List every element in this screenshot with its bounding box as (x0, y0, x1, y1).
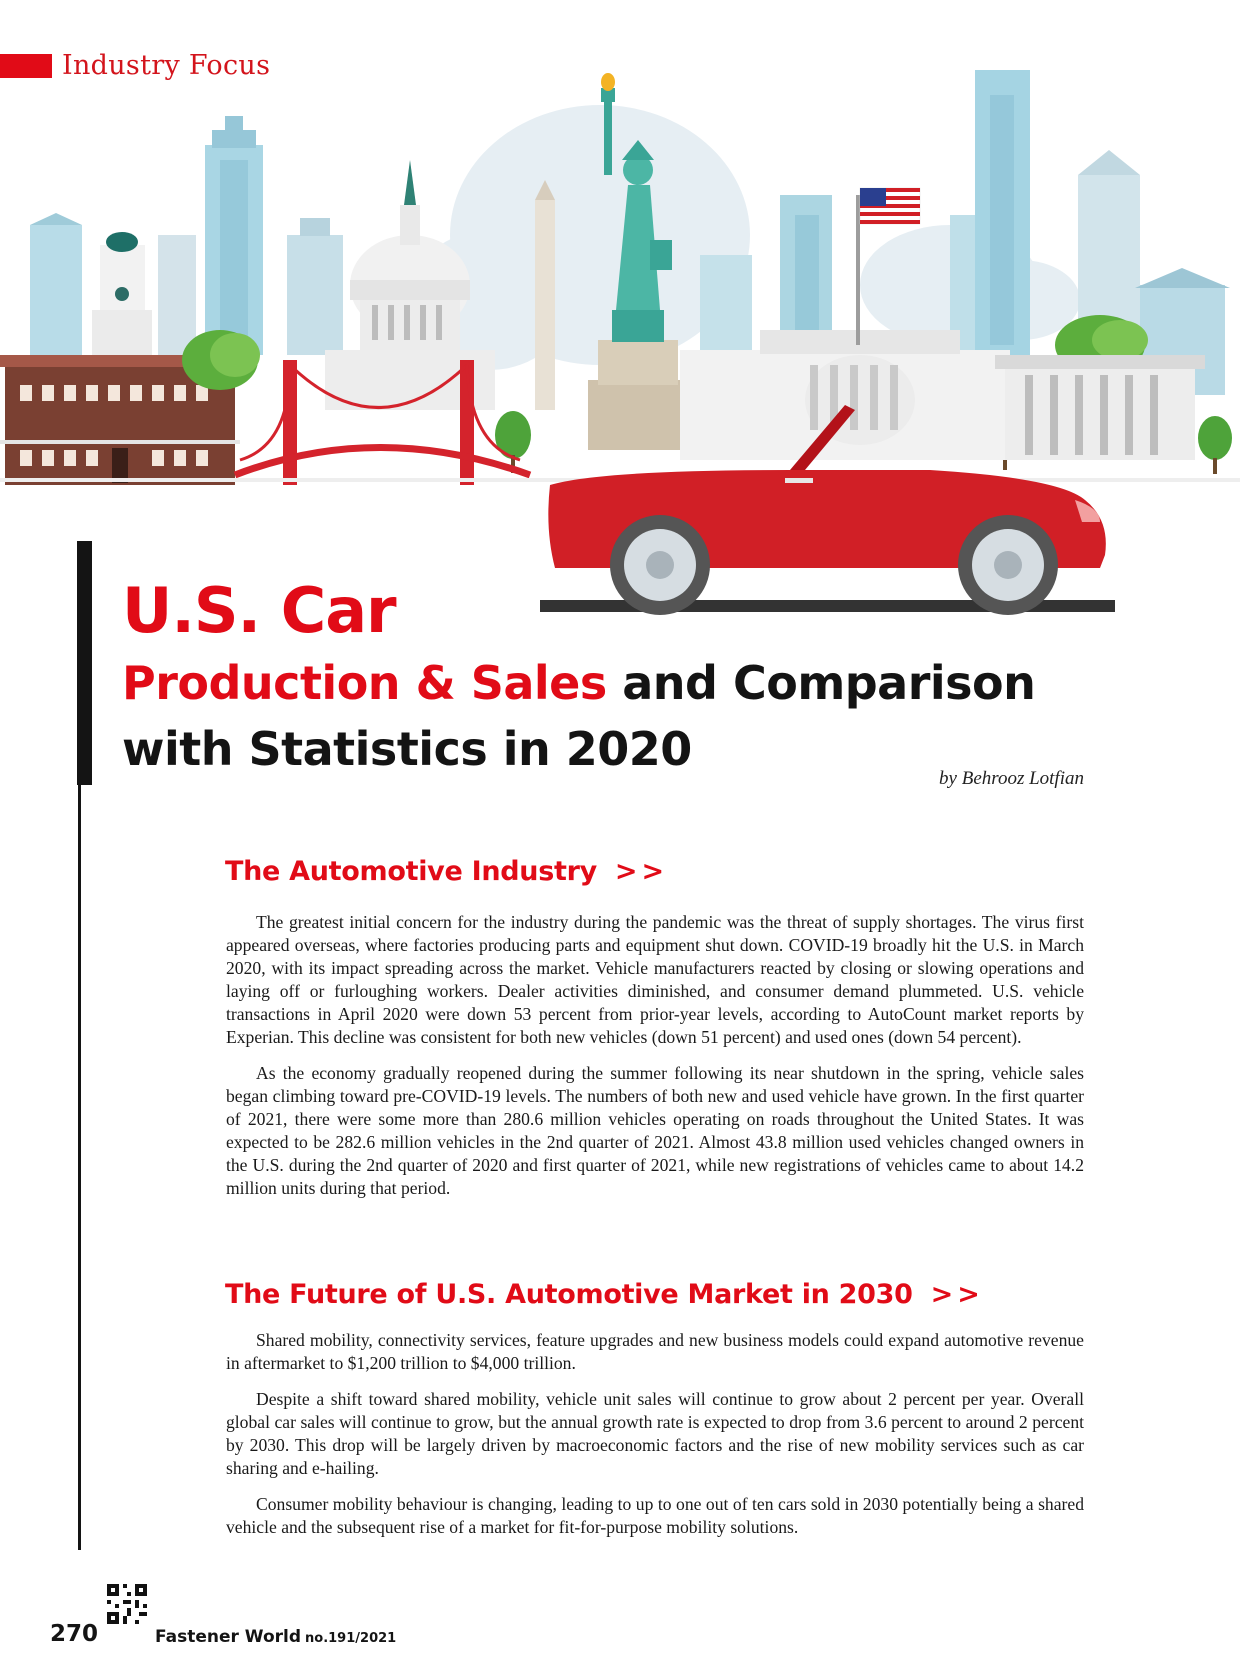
monument-building (995, 355, 1205, 460)
paragraph: As the economy gradually reopened during the summer following its near shutdown in the spring, vehicle sales began climbing toward pre-COVID-19 levels. The numbers of both new and used vehicle have grown. In the first quarter of 2021, there were some more than 280.6 million vehicles operating on roads throughout the United States. It was expected to be 282.6 million vehicles in the 2nd quarter of 2021. Almost 43.8 million used vehicles changed owners in the U.S. during the 2nd quarter of 2020 and first quarter of 2021, while new registrations of vehicles came to about 14.2 million units during that period. (226, 1063, 1084, 1198)
section-body-automotive-industry (226, 911, 1084, 1213)
american-flag (860, 188, 920, 224)
column-rule (78, 785, 81, 1550)
title-accent-bar (77, 541, 92, 785)
issue-number: no.191/2021 (305, 1631, 397, 1646)
section-heading-text: The Future of U.S. Automotive Market in 2030 (225, 1279, 913, 1310)
section-heading-automotive-industry (225, 856, 668, 887)
section-body-future-market (226, 1329, 1084, 1552)
title-line-2-highlight: Production & Sales (122, 656, 607, 710)
section-heading-future-market (225, 1279, 984, 1310)
chevrons-icon: >> (930, 1279, 984, 1310)
paragraph: Consumer mobility behaviour is changing, leading to up to one out of ten cars sold in 2030 potentially being a shared vehicle and the subsequent rise of a market for fit-for-purpose mobility solutions. (226, 1494, 1084, 1537)
qr-code-icon[interactable] (107, 1584, 147, 1624)
title-line-1: U.S. Car (122, 574, 396, 647)
title-line-2-rest: and Comparison (606, 656, 1036, 710)
section-label: Industry Focus (62, 50, 271, 81)
paragraph: The greatest initial concern for the industry during the pandemic was the threat of supply shortages. The virus first appeared overseas, where factories producing parts and equipment shut down. COVID-19 broadly hit the U.S. in March 2020, with its impact spreading across the market. Vehicle manufacturers reacted by closing or slowing operations and laying off or furloughing workers. Dealer activities diminished, and consumer demand plummeted. U.S. vehicle transactions in April 2020 were down 53 percent from prior-year levels, according to AutoCount market reports by Experian. This decline was consistent for both new vehicles (down 51 percent) and used ones (down 54 percent). (226, 912, 1084, 1047)
magazine-title: Fastener World (155, 1627, 302, 1647)
title-line-2 (122, 656, 1035, 710)
page-number: 270 (50, 1621, 99, 1647)
chevrons-icon: >> (614, 856, 669, 887)
section-heading-text: The Automotive Industry (225, 856, 597, 887)
hero-illustration (0, 60, 1240, 650)
byline: by Behrooz Lotfian (939, 768, 1084, 789)
paragraph: Despite a shift toward shared mobility, vehicle unit sales will continue to grow about 2 percent per year. Overall global car sales will continue to grow, but the annual growth rate is expected to drop from 3.6 percent to around 2 percent by 2030. This drop will be largely driven by macroeconomic factors and the rise of new mobility services such as car sharing and e-hailing. (226, 1389, 1084, 1478)
magazine-name (155, 1627, 396, 1647)
paragraph: Shared mobility, connectivity services, feature upgrades and new business models could expand automotive revenue in aftermarket to $1,200 trillion to $4,000 trillion. (226, 1330, 1084, 1373)
title-line-3: with Statistics in 2020 (122, 722, 692, 776)
